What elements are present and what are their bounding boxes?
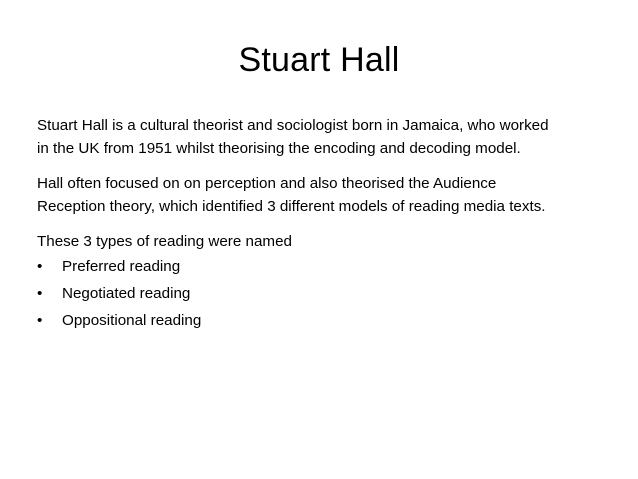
paragraph-line: Reception theory, which identified 3 different models of reading media texts. [37,198,546,215]
slide-body [37,114,622,334]
list-item [37,280,622,307]
list-item-label: Preferred reading [62,258,181,275]
paragraph-line: in the UK from 1951 whilst theorising the encoding and decoding model. [37,140,521,157]
bullet-icon: • [37,285,43,302]
reading-types-list [37,253,622,334]
slide-title: Stuart Hall [238,41,400,79]
list-item-label: Oppositional reading [62,312,202,329]
list-item [37,307,622,334]
paragraph-reception-theory [37,172,622,218]
bullet-icon: • [37,312,43,329]
paragraph-line: Hall often focused on on perception and also theorised the Audience [37,175,497,192]
list-item-label: Negotiated reading [62,285,191,302]
paragraph-intro [37,114,622,160]
list-intro: These 3 types of reading were named [37,233,292,250]
paragraph-line: Stuart Hall is a cultural theorist and sociologist born in Jamaica, who worked [37,117,549,134]
bullet-icon: • [37,258,43,275]
list-item [37,253,622,280]
